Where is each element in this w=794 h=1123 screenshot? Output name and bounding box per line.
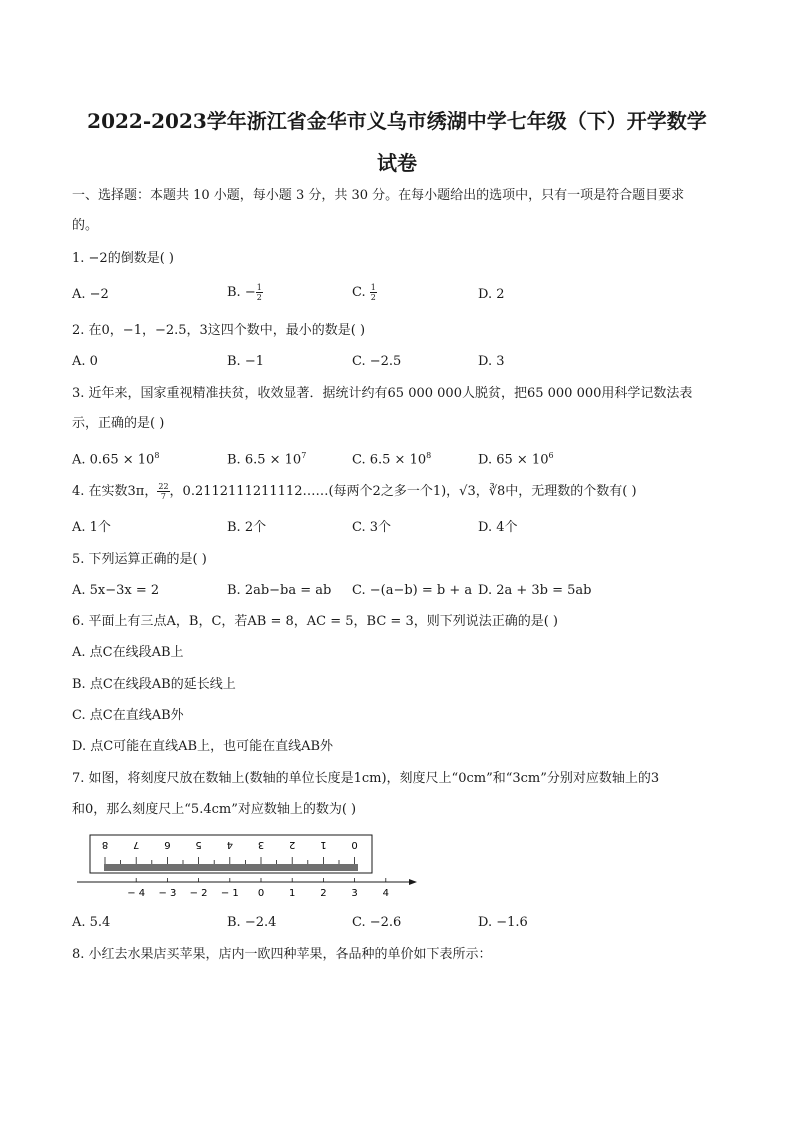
q7-option-b: B. −2.4 [227, 915, 277, 930]
exam-title [72, 100, 722, 184]
q7-option-d: D. −1.6 [478, 915, 528, 930]
q7-stem-1: 7. 如图，将刻度尺放在数轴上(数轴的单位长度是1cm)，刻度尺上“0cm”和“3cm”分别对应数轴上的3 [72, 771, 660, 786]
q7-stem-2: 和0，那么刻度尺上“5.4cm”对应数轴上的数为( ) [72, 802, 357, 817]
section-instructions-1: 一、选择题：本题共 10 小题，每小题 3 分，共 30 分。在每小题给出的选项中，只有一项是符合题目要求 [72, 188, 685, 203]
q3-option-c: C. $6.5 \times 10^8$ [352, 451, 432, 468]
axis-label: − 1 [220, 888, 239, 899]
axis-label: 3 [351, 888, 358, 899]
q1-stem: 1. −2的倒数是( ) [72, 251, 174, 266]
axis-label: 1 [289, 888, 296, 899]
q2-option-d: D. 3 [478, 354, 505, 369]
q7-option-a: A. 5.4 [72, 915, 111, 930]
q5-stem: 5. 下列运算正确的是( ) [72, 552, 207, 567]
ruler-label: 2 [289, 839, 296, 850]
axis-label: 2 [320, 888, 327, 899]
ruler-scale-strip [104, 864, 358, 871]
q8-stem: 8. 小红去水果店买苹果，店内一欧四种苹果，各品种的单价如下表所示： [72, 947, 492, 962]
title-line-1: 2022-2023学年浙江省金华市义乌市绣湖中学七年级（下）开学数学 [87, 109, 707, 133]
q6-option-c: C. 点C在直线AB外 [72, 708, 184, 723]
q6-stem: 6. 平面上有三点A，B，C，若AB = 8，AC = 5，BC = 3，则下列说法正确的是( ) [72, 614, 559, 629]
axis-ticks [136, 878, 386, 882]
axis-label: 0 [257, 888, 265, 899]
q4-stem: 4. 在实数3π， $\frac{22}{7}$ ，0.2112111211112……(每两个2之多一个1)，√3，∛8中，无理数的个数有( ) [72, 482, 637, 501]
q4-option-c: C. 3个 [352, 520, 392, 535]
q3-option-b: B. $6.5 \times 10^7$ [227, 451, 307, 468]
ruler-label: 1 [320, 839, 327, 850]
q3-stem-1: 3. 近年来，国家重视精准扶贫，收效显著．据统计约有65 000 000人脱贫，把65 000 000用科学记数法表 [72, 386, 693, 401]
q1-option-c: C. $\frac{1}{2}$ [352, 283, 376, 302]
ruler-label: 4 [226, 839, 233, 850]
q2-stem: 2. 在0，−1，−2.5，3这四个数中，最小的数是( ) [72, 323, 366, 338]
q7-option-c: C. −2.6 [352, 915, 402, 930]
q1-option-a: A. −2 [72, 287, 109, 302]
axis-labels [127, 888, 389, 899]
ruler-label: 8 [101, 839, 109, 850]
q6-option-a: A. 点C在线段AB上 [72, 645, 184, 660]
q1-option-d: D. 2 [478, 287, 505, 302]
number-line-arrow [409, 879, 417, 885]
q5-option-a: A. 5x−3x = 2 [72, 583, 160, 598]
title-line-2: 试卷 [377, 151, 417, 175]
q4-option-a: A. 1个 [72, 520, 111, 535]
ruler-label: 7 [133, 839, 140, 850]
ruler-number-line-figure [72, 832, 432, 902]
axis-label: 4 [382, 888, 389, 899]
ruler-label: 0 [351, 839, 358, 850]
q3-option-a: A. $0.65 \times 10^8$ [72, 451, 160, 468]
q2-option-b: B. −1 [227, 354, 264, 369]
q5-option-d: D. 2a + 3b = 5ab [478, 583, 592, 598]
axis-label: − 4 [127, 888, 146, 899]
q2-option-c: C. −2.5 [352, 354, 402, 369]
axis-label: − 2 [189, 888, 208, 899]
axis-label: − 3 [158, 888, 177, 899]
q3-option-d: D. $65 \times 10^6$ [478, 451, 554, 468]
ruler-label: 3 [257, 839, 265, 850]
q2-option-a: A. 0 [72, 354, 98, 369]
section-instructions-2: 的。 [72, 218, 99, 233]
ruler-label: 5 [195, 839, 202, 850]
q1-option-b: B. − $\frac{1}{2}$ [227, 283, 262, 302]
q5-option-c: C. −(a−b) = b + a [352, 583, 473, 598]
q6-option-b: B. 点C在线段AB的延长线上 [72, 677, 236, 692]
q6-option-d: D. 点C可能在直线AB上，也可能在直线AB外 [72, 739, 334, 754]
q4-option-d: D. 4个 [478, 520, 518, 535]
q4-option-b: B. 2个 [227, 520, 267, 535]
ruler-label: 6 [164, 839, 171, 850]
q5-option-b: B. 2ab−ba = ab [227, 583, 332, 598]
q3-stem-2: 示，正确的是( ) [72, 416, 165, 431]
